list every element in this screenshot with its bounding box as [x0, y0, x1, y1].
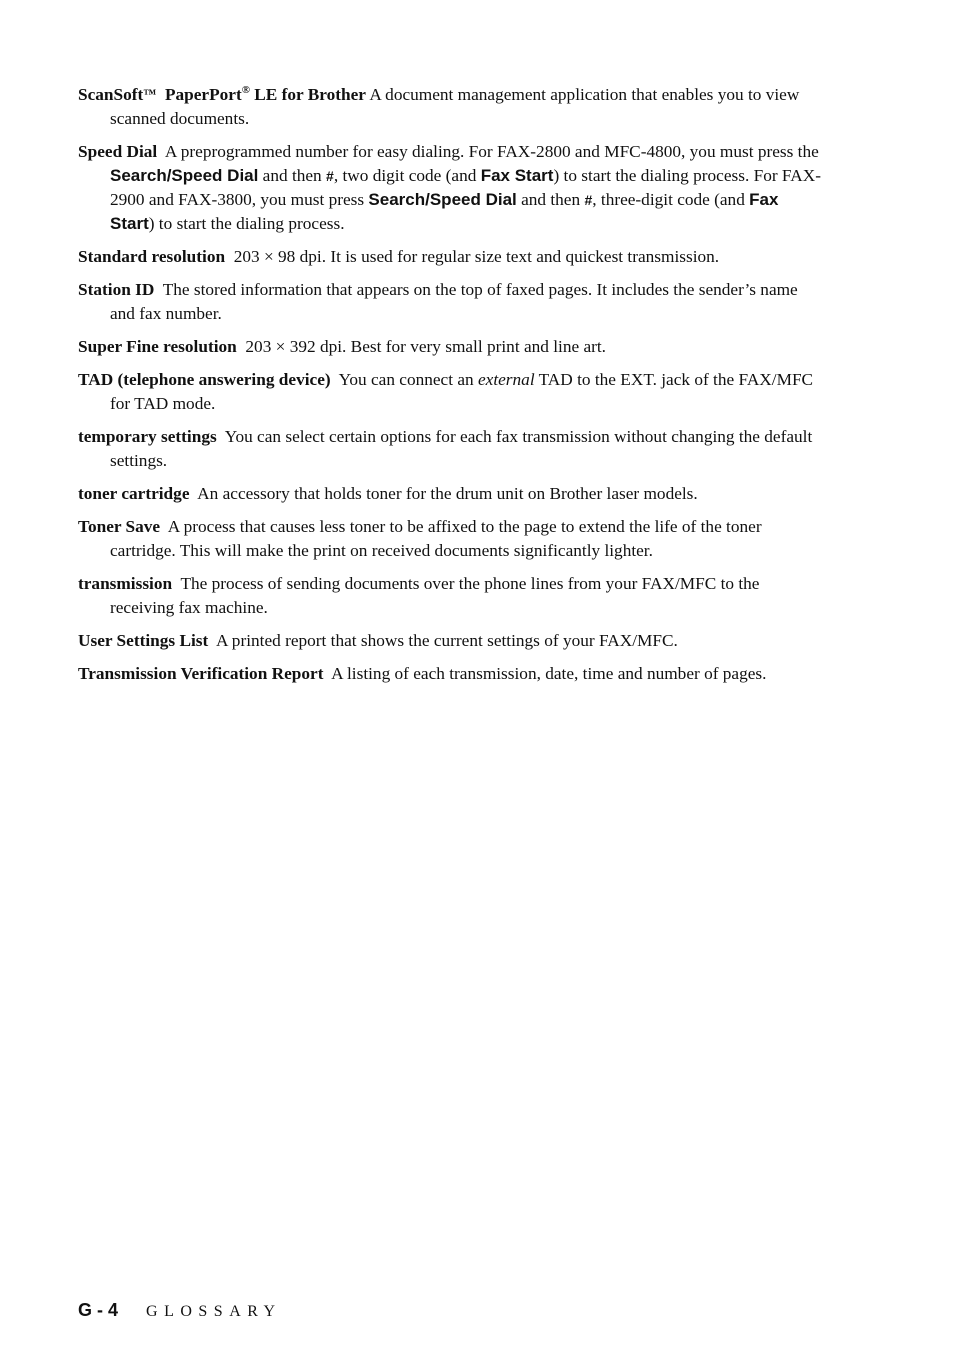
glossary-entry-standard-resolution: [78, 245, 824, 269]
entry-definition: A document management application that enables you to view scanned documents.: [110, 85, 800, 128]
entry-term: transmission: [78, 574, 173, 593]
entry-definition: The process of sending documents over the phone lines from your FAX/MFC to the receiving fax machine.: [110, 574, 760, 617]
entry-term: Super Fine resolution: [78, 337, 237, 356]
hash-key-label: #: [326, 168, 334, 184]
definition-text: TAD to the EXT. jack of the FAX/MFC for TAD mode.: [110, 370, 814, 413]
page-number: G - 4: [78, 1300, 119, 1320]
entry-term: Transmission Verification Report: [78, 664, 324, 683]
definition-text: and then: [521, 190, 581, 209]
glossary-entry-station-id: [78, 278, 824, 326]
entry-term: User Settings List: [78, 631, 209, 650]
entry-term: Speed Dial: [78, 142, 158, 161]
definition-emphasis: external: [478, 370, 535, 389]
fax-start-key-label: Fax Start: [480, 166, 554, 185]
definition-text: A preprogrammed number for easy dialing. For FAX-2800 and MFC-4800, you must press the: [164, 142, 819, 161]
entry-term: Standard resolution: [78, 247, 226, 266]
entry-definition: The stored information that appears on the top of faxed pages. It includes the sender’s name and fax number.: [110, 280, 798, 323]
entry-term: Toner Save: [78, 517, 161, 536]
entry-definition: [110, 142, 821, 233]
glossary-entry-transmission: [78, 572, 824, 620]
fax-start-key-label: Fax Start: [110, 190, 779, 233]
entry-term: Station ID: [78, 280, 155, 299]
glossary-entry-toner-save: [78, 515, 824, 563]
entry-term: toner cartridge: [78, 484, 190, 503]
glossary-entry-transmission-verification-report: [78, 662, 824, 686]
term-part: PaperPort: [164, 85, 242, 104]
search-speed-dial-key-label: Search/Speed Dial: [368, 190, 517, 209]
entry-term: TAD (telephone answering device): [78, 370, 331, 389]
page-footer: [78, 1299, 282, 1323]
entry-definition: 203 × 392 dpi. Best for very small print and line art.: [245, 337, 606, 356]
entry-definition: A process that causes less toner to be affixed to the page to extend the life of the toner cartridge. This will make the print on received documents significantly lighter.: [110, 517, 762, 560]
definition-text: ) to start the dialing process. For FAX-2900 and FAX-3800, you must press: [110, 166, 821, 209]
entry-term: [78, 85, 366, 104]
definition-text: You can connect an: [338, 370, 474, 389]
definition-text: , two digit code (and: [333, 166, 477, 185]
entry-definition: You can select certain options for each fax transmission without changing the default settings.: [110, 427, 813, 470]
entry-definition: A listing of each transmission, date, time and number of pages.: [331, 664, 767, 683]
definition-text: , three-digit code (and: [592, 190, 745, 209]
term-part: ScanSoft: [78, 85, 144, 104]
entry-definition: 203 × 98 dpi. It is used for regular size text and quickest transmission.: [233, 247, 720, 266]
glossary-entry-toner-cartridge: [78, 482, 824, 506]
definition-text: ) to start the dialing process.: [148, 214, 345, 233]
registered-symbol: ®: [241, 84, 250, 97]
glossary-entry-user-settings-list: [78, 629, 824, 653]
trademark-symbol: ™: [143, 86, 157, 101]
term-part: LE for Brother: [254, 85, 366, 104]
glossary-entry-scansoft: [78, 82, 824, 131]
entry-definition: An accessory that holds toner for the drum unit on Brother laser models.: [197, 484, 698, 503]
glossary-entry-tad: [78, 368, 824, 416]
glossary-entry-speed-dial: [78, 140, 824, 236]
entry-definition: A printed report that shows the current settings of your FAX/MFC.: [215, 631, 678, 650]
section-title: GLOSSARY: [146, 1303, 282, 1320]
glossary-list: [78, 82, 824, 695]
glossary-entry-temporary-settings: [78, 425, 824, 473]
hash-key-label: #: [584, 192, 593, 208]
definition-text: and then: [262, 166, 322, 185]
search-speed-dial-key-label: Search/Speed Dial: [110, 166, 259, 185]
glossary-entry-super-fine-resolution: [78, 335, 824, 359]
entry-term: temporary settings: [78, 427, 217, 446]
